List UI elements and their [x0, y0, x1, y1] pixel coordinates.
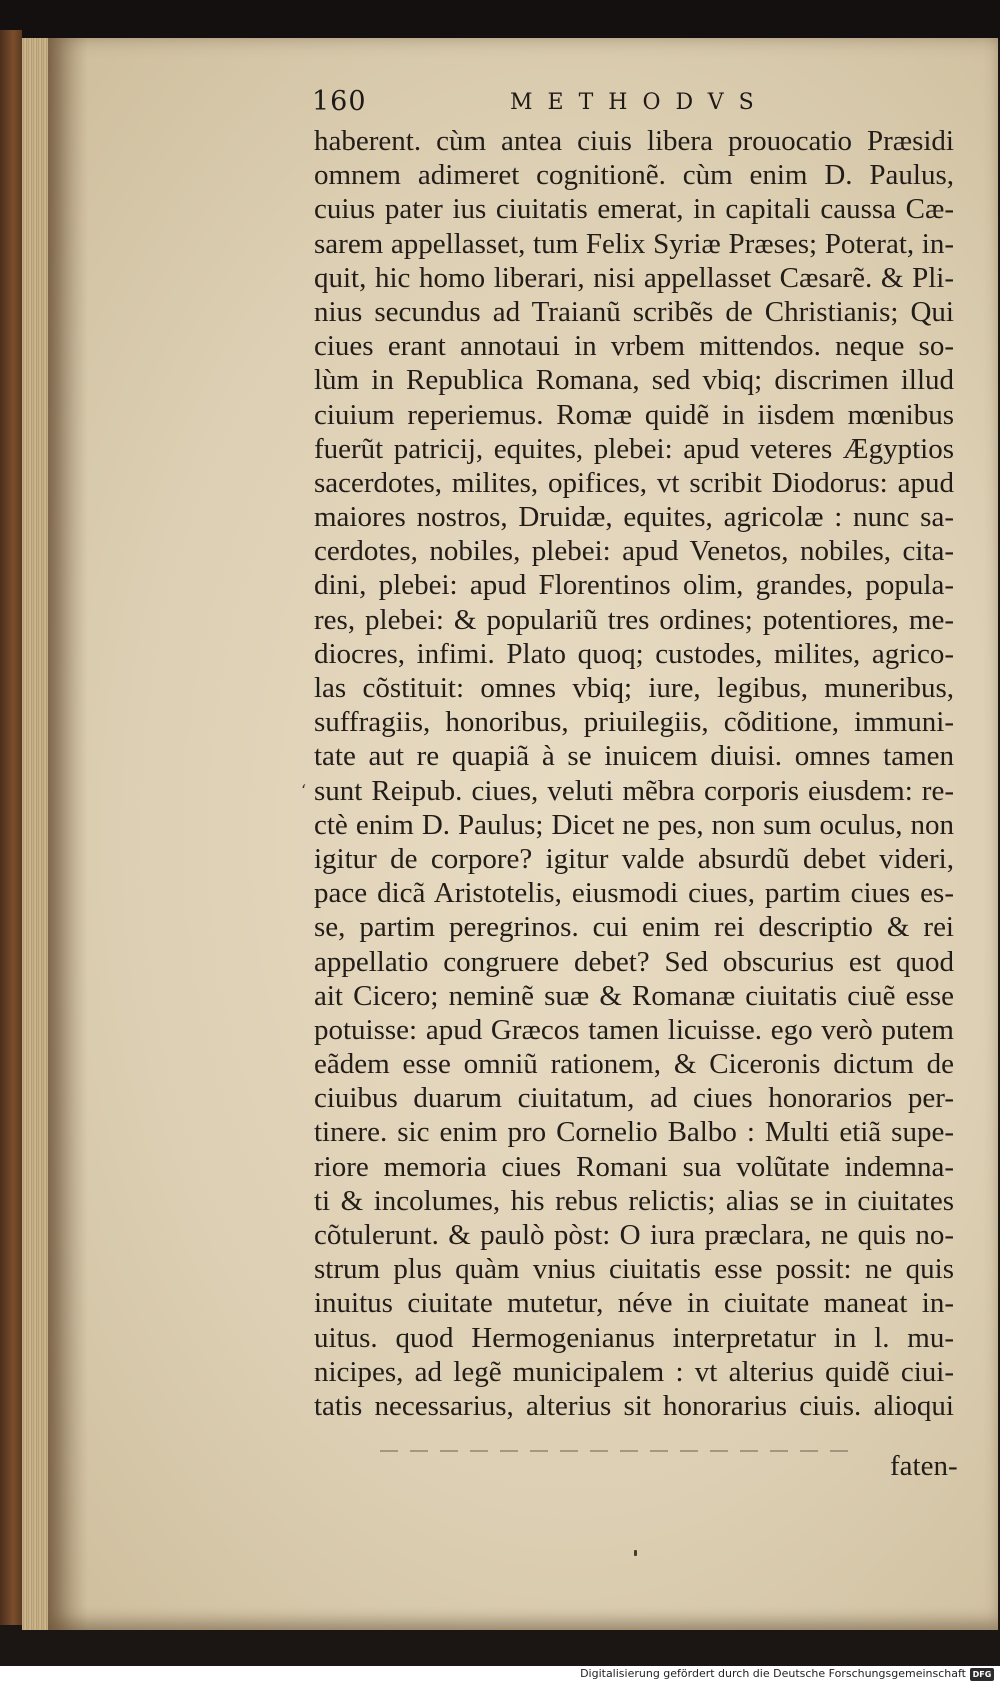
text-line: omnem adimeret cognitionẽ. cùm enim D. Paulus, [314, 159, 954, 192]
text-line: dini, plebei: apud Florentinos olim, grandes, popula- [314, 569, 954, 602]
text-line: tinere. sic enim pro Cornelio Balbo : Multi etiã supe- [314, 1116, 954, 1149]
book-cover-edge [0, 30, 22, 1625]
scan-background-top [0, 0, 1000, 40]
text-line: igitur de corpore? igitur valde absurdũ debet videri, [314, 842, 954, 875]
text-line: quit, hic homo liberari, nisi appellasset Cæsarẽ. & Pli- [314, 261, 954, 294]
rule-line [380, 1450, 860, 1452]
page-number: 160 [312, 86, 367, 117]
text-line: nius secundus ad Traianũ scribẽs de Christianis; Qui [314, 295, 954, 328]
body-text [314, 124, 954, 1423]
text-line: las cõstituit: omnes vbiq; iure, legibus, muneribus, [314, 672, 954, 704]
text-line: ti & incolumes, his rebus relictis; alias se in ciuitates [314, 1184, 954, 1217]
running-head [0, 84, 1000, 124]
text-line: nicipes, ad legẽ municipalem : vt alterius quidẽ ciui- [314, 1355, 954, 1388]
text-line: ait Cicero; neminẽ suæ & Romanæ ciuitatis ciuẽ esse [314, 979, 954, 1012]
text-line: eãdem esse omniũ rationem, & Ciceronis dictum de [314, 1048, 954, 1081]
text-line: inuitus ciuitate mutetur, néve in ciuitate maneat in- [314, 1287, 954, 1320]
text-line: sunt Reipub. ciues, veluti mẽbra corporis eiusdem: re- [314, 774, 954, 807]
text-line: cuius pater ius ciuitatis emerat, in capitali caussa Cæ- [314, 193, 954, 226]
text-line: ciuibus duarum ciuitatum, ad ciues honorarios per- [314, 1082, 954, 1115]
ink-speck [634, 1550, 637, 1556]
text-line: ciues erant annotaui in vrbem mittendos. neque so- [314, 330, 954, 363]
text-line: diocres, infimi. Plato quoq; custodes, milites, agrico- [314, 637, 954, 670]
text-line: haberent. cùm antea ciuis libera prouocatio Præsidi [314, 125, 954, 157]
catchword: faten- [890, 1450, 958, 1482]
dfg-logo-icon: DFG [970, 1668, 994, 1681]
text-line: riore memoria ciues Romani sua volũtate indemna- [314, 1150, 954, 1183]
text-line: sacerdotes, milites, opifices, vt scribit Diodorus: apud [314, 466, 954, 499]
text-line: tate aut re quapiã à se inuicem diuisi. omnes tamen [314, 740, 954, 773]
text-line: strum plus quàm vnius ciuitatis esse possit: ne quis [314, 1253, 954, 1286]
running-title: METHODVS [510, 90, 769, 115]
text-line: pace dicã Aristotelis, eiusmodi ciues, partim ciues es- [314, 877, 954, 910]
text-line: appellatio congruere debet? Sed obscurius est quod [314, 945, 954, 978]
text-line: sarem appellasset, tum Felix Syriæ Præses; Poterat, in- [314, 227, 954, 260]
text-line: cõtulerunt. & paulò pòst: O iura præclara, ne quis no- [314, 1219, 954, 1251]
text-line: lùm in Republica Romana, sed vbiq; discrimen illud [314, 364, 954, 397]
text-line: maiores nostros, Druidæ, equites, agricolæ : nunc sa- [314, 501, 954, 534]
text-line: res, plebei: & populariũ tres ordines; potentiores, me- [314, 603, 954, 636]
text-line: uitus. quod Hermogenianus interpretatur in l. mu- [314, 1321, 954, 1354]
text-line: tatis necessarius, alterius sit honorarius ciuis. alioqui [314, 1389, 954, 1422]
text-line: cerdotes, nobiles, plebei: apud Venetos, nobiles, cita- [314, 535, 954, 568]
spine-shadow [48, 38, 88, 1630]
text-line: ctè enim D. Paulus; Dicet ne pes, non sum oculus, non [314, 808, 954, 841]
text-line: se, partim peregrinos. cui enim rei descriptio & rei [314, 911, 954, 944]
text-line: potuisse: apud Græcos tamen licuisse. ego verò putem [314, 1013, 954, 1046]
text-line: ciuium reperiemus. Romæ quidẽ in iisdem mœnibus [314, 398, 954, 431]
text-line: suffragiis, honoribus, priuilegiis, cõditione, immuni- [314, 706, 954, 739]
margin-mark-icon: ‘ [301, 781, 307, 800]
digitization-credit: Digitalisierung gefördert durch die Deutsche Forschungsgemeinschaft [580, 1667, 966, 1680]
text-line: fuerũt patricij, equites, plebei: apud veteres Ægyptios [314, 432, 954, 465]
